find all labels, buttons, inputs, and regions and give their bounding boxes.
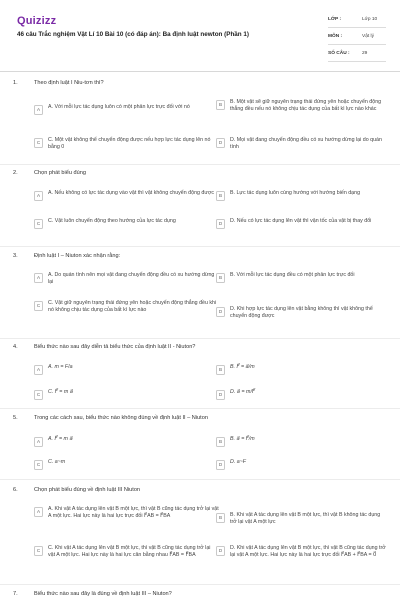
divider [0, 338, 400, 339]
question-number: 6. [13, 487, 18, 493]
option-letter: D [216, 460, 225, 470]
option-letter: C [34, 219, 43, 229]
option-text: D. Khi vật A tác dụng lên vật B một lực, thì vật B cũng tác dụng trở lại vật A một lực. Hai lực này là hai lực trực đối F⃗AB + F⃗BA = 0⃗ [230, 545, 386, 559]
meta-value: Vật lý [362, 34, 374, 40]
option-text: A. m = F/a [48, 364, 73, 370]
question-text: Định luật I – Niuton xác nhận rằng: [34, 253, 121, 259]
option-b[interactable] [216, 190, 386, 201]
question-text: Theo định luật I Niu-tơn thì? [34, 80, 104, 86]
option-letter: D [216, 546, 225, 556]
option-a[interactable] [34, 104, 219, 115]
option-d[interactable] [216, 306, 386, 320]
divider [0, 408, 400, 409]
meta-label: SỐ CÂU : [328, 51, 350, 57]
option-letter: B [216, 365, 225, 375]
divider [0, 164, 400, 165]
option-text: B. Một vật sẽ giữ nguyên trạng thái đứng yên hoặc chuyển động thẳng đều nếu nó không chịu tác dụng của bất kì lực nào khác [230, 99, 382, 113]
option-letter: A [34, 273, 43, 283]
meta-row-class [328, 14, 386, 28]
meta-value: Lớp 10 [362, 17, 378, 23]
meta-row-subject [328, 31, 386, 45]
option-text: C. Vật giữ nguyên trạng thái đứng yên hoặc chuyển động thẳng đều khi nó không chịu tác dụng của bất kì lực nào [48, 300, 217, 314]
option-a[interactable] [34, 364, 219, 375]
option-text: C. Vật luôn chuyển động theo hướng của lực tác dụng [48, 218, 176, 224]
option-text: B. Với mỗi lực tác dụng đều có một phản lực trực đối [230, 272, 355, 278]
question-text: Biểu thức nào sau đây là đúng về định luật III – Niuton? [34, 591, 172, 597]
question-text: Trong các cách sau, biểu thức nào không đúng về định luật II – Niuton [34, 415, 208, 421]
question-text: Chọn phát biểu đúng [34, 170, 86, 176]
option-letter: B [216, 191, 225, 201]
option-c[interactable] [34, 218, 219, 229]
option-b[interactable] [216, 272, 386, 283]
option-a[interactable] [34, 272, 219, 286]
option-letter: A [34, 437, 43, 447]
question-text: Chọn phát biểu đúng về định luật III Niuton [34, 487, 141, 493]
option-text: D. Mọi vật đang chuyển động đều có xu hướng dừng lại do quán tính [230, 137, 382, 151]
option-text: C. F⃗ = m a⃗ [48, 389, 73, 395]
option-letter: C [34, 301, 43, 311]
option-d[interactable] [216, 545, 386, 559]
option-d[interactable] [216, 459, 386, 470]
option-text: A. Khi vật A tác dụng lên vật B một lực, thì vật B cũng tác dụng trở lại vật A một lực. Hai lực này là hai lực trực đối F⃗AB = F⃗BA [48, 506, 219, 520]
option-text: B. a⃗ = F⃗/m [230, 436, 255, 442]
option-text: A. F⃗ = m a⃗ [48, 436, 73, 442]
option-letter: C [34, 546, 43, 556]
option-text: D. Khi hợp lực tác dụng lên vật bằng không thì vật không thể chuyển động được [230, 306, 373, 320]
option-letter: D [216, 138, 225, 148]
option-d[interactable] [216, 218, 388, 229]
option-letter: B [216, 437, 225, 447]
quizizz-logo: Quizizz [17, 15, 57, 27]
option-b[interactable] [216, 364, 386, 375]
option-letter: D [216, 219, 225, 229]
option-c[interactable] [34, 459, 219, 470]
option-a[interactable] [34, 190, 219, 201]
option-c[interactable] [34, 137, 219, 151]
option-c[interactable] [34, 300, 219, 314]
question-number: 7. [13, 591, 18, 597]
worksheet-header [0, 0, 400, 72]
question-number: 1. [13, 80, 18, 86]
meta-value: 29 [362, 51, 368, 57]
option-text: D. Nếu có lực tác dụng lên vật thì vận tốc của vật bị thay đổi [230, 218, 372, 224]
question-text: Biểu thức nào sau đây diễn tả biểu thức của định luật II - Niuton? [34, 344, 196, 350]
meta-row-count [328, 48, 386, 62]
question-number: 2. [13, 170, 18, 176]
option-c[interactable] [34, 389, 219, 400]
option-letter: B [216, 100, 225, 110]
divider [0, 246, 400, 247]
question-number: 4. [13, 344, 18, 350]
divider [0, 584, 400, 585]
option-text: C. Một vật không thể chuyển động được nếu hợp lực tác dụng lên nó bằng 0 [48, 137, 211, 151]
option-text: A. Do quán tính nên mọi vật đang chuyển động đều có xu hướng dừng lại [48, 272, 215, 286]
option-b[interactable] [216, 99, 386, 113]
option-text: C. Khi vật A tác dụng lên vật B một lực, thì vật B cũng tác dụng trở lại vật A một lực. Hai lực này là hai lực cân bằng nhau F⃗AB = F⃗BA [48, 545, 211, 559]
option-letter: D [216, 390, 225, 400]
option-letter: B [216, 513, 225, 523]
option-b[interactable] [216, 436, 386, 447]
question-number: 3. [13, 253, 18, 259]
option-a[interactable] [34, 436, 219, 447]
option-d[interactable] [216, 137, 386, 151]
option-b[interactable] [216, 512, 386, 526]
option-letter: C [34, 138, 43, 148]
option-letter: D [216, 307, 225, 317]
option-text: D. a⃗ = m/F⃗ [230, 389, 255, 395]
option-text: A. Nếu không có lực tác dụng vào vật thì vật không chuyển động được [48, 190, 215, 196]
option-text: C. a~m [48, 459, 66, 465]
option-c[interactable] [34, 545, 219, 559]
meta-label: LỚP : [328, 17, 342, 23]
option-text: B. F⃗ = a⃗/m [230, 364, 255, 370]
option-text: B. Khi vật A tác dụng lên vật B một lực, thì vật B không tác dụng trở lại vật A một lực [230, 512, 381, 526]
option-d[interactable] [216, 389, 386, 400]
option-text: A. Với mỗi lực tác dụng luôn có một phản lực trực đối với nó [48, 104, 190, 110]
option-letter: A [34, 191, 43, 201]
worksheet-meta [328, 14, 386, 65]
divider [0, 479, 400, 480]
option-a[interactable] [34, 506, 219, 520]
meta-label: MÔN : [328, 34, 343, 40]
option-letter: B [216, 273, 225, 283]
option-text: D. a~F [230, 459, 247, 465]
option-letter: C [34, 390, 43, 400]
option-letter: A [34, 105, 43, 115]
question-number: 5. [13, 415, 18, 421]
option-letter: A [34, 507, 43, 517]
option-text: B. Lực tác dụng luôn cùng hướng với hướng biến dạng [230, 190, 361, 196]
option-letter: A [34, 365, 43, 375]
option-letter: C [34, 460, 43, 470]
worksheet-title: 46 câu Trắc nghiệm Vật Lí 10 Bài 10 (có đáp án): Ba định luật newton (Phần 1) [17, 31, 249, 38]
